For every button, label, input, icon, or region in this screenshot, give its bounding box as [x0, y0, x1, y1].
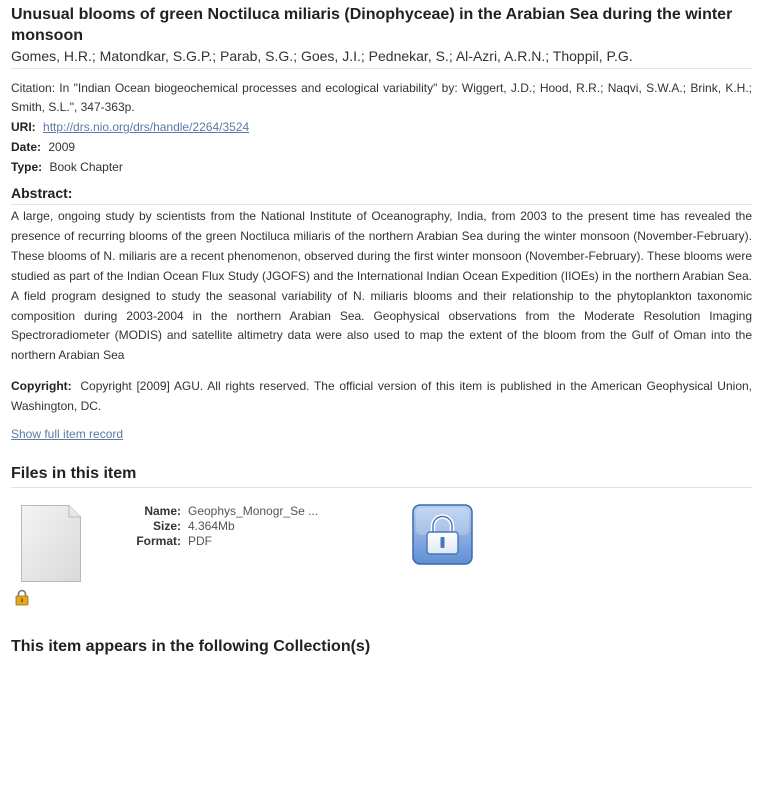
file-size-label: Size:	[152, 519, 181, 534]
file-entry	[11, 488, 752, 628]
copyright-field	[11, 377, 752, 416]
show-full-record-link[interactable]: Show full item record	[11, 427, 124, 442]
type-label: Type:	[11, 160, 43, 174]
file-size-value: 4.364Mb	[188, 519, 235, 534]
item-title: Unusual blooms of green Noctiluca miliaris (Dinophyceae) in the Arabian Sea during the winter monsoon	[11, 6, 733, 44]
copyright-label: Copyright:	[11, 379, 72, 394]
file-metadata	[111, 504, 318, 549]
document-thumbnail-icon[interactable]	[21, 505, 81, 582]
uri-link[interactable]: http://drs.nio.org/drs/handle/2264/3524	[43, 120, 250, 134]
item-citation: Citation: In "Indian Ocean biogeochemical processes and ecological variability" by: Wiggert, J.D.; Hood, R.R.; Naqvi, S.W.A.; Brink, K.H.; Smith, S.L.", 347-363p.	[11, 81, 752, 114]
uri-field	[11, 117, 752, 137]
abstract-heading: Abstract:	[11, 184, 752, 205]
padlock-icon	[15, 589, 29, 606]
type-value: Book Chapter	[49, 160, 123, 174]
type-field	[11, 157, 752, 177]
item-authors: Gomes, H.R.; Matondkar, S.G.P.; Parab, S.G.; Goes, J.I.; Pednekar, S.; Al-Azri, A.R.N.; Thoppil, P.G.	[11, 47, 752, 69]
file-name-value: Geophys_Monogr_Se ...	[188, 504, 319, 519]
file-format-label: Format:	[136, 534, 181, 549]
file-format-row	[111, 534, 318, 549]
copyright-text: Copyright [2009] AGU. All rights reserved. The official version of this item is published in the American Geophysical Union, Washington, DC.	[11, 379, 752, 413]
file-format-value: PDF	[188, 534, 212, 549]
abstract-text: A large, ongoing study by scientists from the National Institute of Oceanography, India, from 2003 to the present time has revealed the presence of recurring blooms of the green Noctiluca miliaris of the northern Arabian Sea during the winter monsoon (November-February). These blooms of N. miliaris are a recent phenomenon, observed during the first winter monsoon (November-February). These blooms were studied as part of the Indian Ocean Flux Study (JGOFS) and the International Indian Ocean Expedition (IIOEs) in the northern Arabian Sea. A field program designed to study the seasonal variability of N. miliaris blooms and their relationship to the phytoplankton taxonomic composition during 2003-2004 in the northern Arabian Sea. Geophysical observations from the Moderate Resolution Imaging Spectroradiometer (MODIS) and satellite altimetry data were also used to map the extent of the bloom from the Gulf of Oman into the northern Arabian Sea	[11, 209, 752, 363]
date-label: Date:	[11, 140, 42, 154]
show-full-record	[11, 425, 752, 443]
file-name-label: Name:	[144, 504, 181, 519]
uri-label: URI:	[11, 120, 36, 134]
collections-heading: This item appears in the following Collection(s)	[11, 638, 371, 656]
restricted-access-lock-icon[interactable]	[412, 504, 473, 565]
item-page	[11, 4, 752, 657]
date-value: 2009	[48, 140, 76, 154]
date-field	[11, 137, 752, 157]
files-heading: Files in this item	[11, 464, 752, 488]
file-name-row	[111, 504, 318, 519]
file-size-row	[111, 519, 318, 534]
